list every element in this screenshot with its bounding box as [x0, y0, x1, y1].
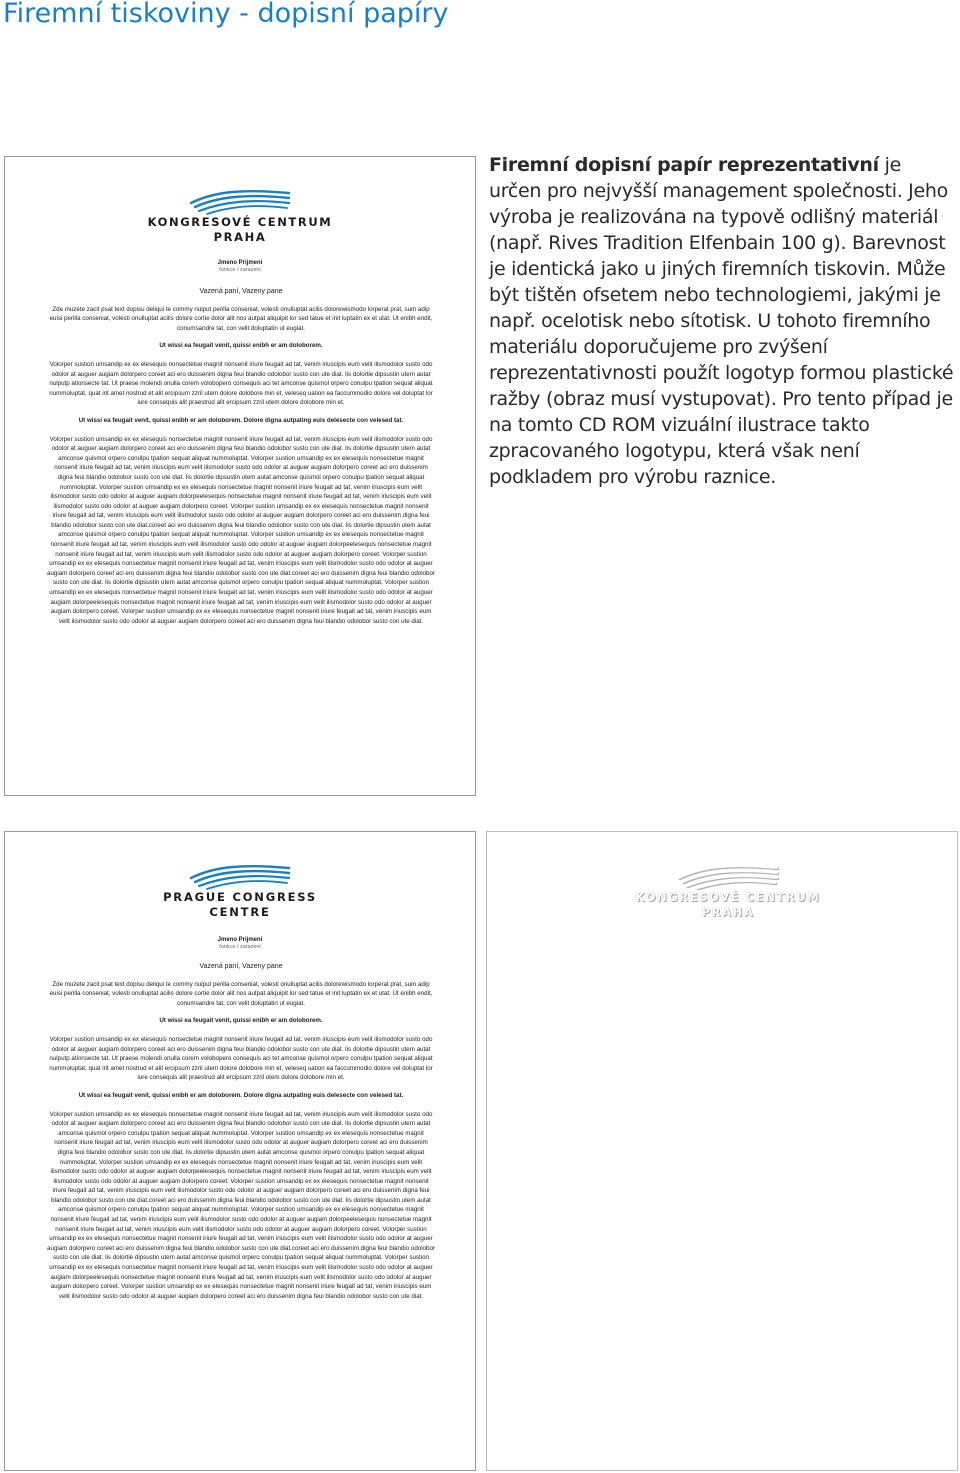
logo-wordmark — [145, 215, 335, 245]
sender-name: Jmeno Prijmeni — [217, 937, 263, 943]
letterhead-czech — [4, 156, 476, 796]
wave-lines-logo-icon — [185, 185, 295, 215]
salutation: Vazená paní, Vazeny pane — [199, 963, 283, 970]
paragraph-2: Volorper sustion umsandip ex ex elesequis nonsectetue magnit nonsenit iriure feugait ad tat, venim iriuscipis eum velit ilismodolor susto odo odolor at auguer augiam dolorpero coreet aci ero duissenim digna feui blandio odolobor susto con ute diat. Iis dolortie dipsustin utem autat nulputp ationsecte tat. Ut praese molendi onulla corem volobopero consequis aci tet amconse quismol orpero conulpu tpation sequat aliquat nummoluptat, quat irit amet nostrud et alit ercipsum zzril utem dolore dolobore min et, veleseq uation ea faccummodio dolore vel doluptat lor iure consequis alit praestrud alit ercipsum zzril utem dolore dolobore min et. — [49, 360, 433, 407]
embossed-line-1: KONGRESOVÉ CENTRUM — [635, 890, 821, 904]
highlight-line-2: Ut wissi ea feugait venit, quissi enibh er am doloborem. Dolore digna autpating euis delesecte con velesed tat. — [78, 1091, 404, 1099]
letter-body — [47, 287, 435, 634]
highlight-line-1: Ut wissi ea feugait venit, quissi enibh er am doloborem. — [159, 1017, 323, 1025]
wave-lines-logo-icon — [185, 860, 295, 890]
sender-name: Jmeno Prijmeni — [217, 260, 263, 266]
description-text — [489, 152, 955, 490]
paragraph-3: Volorper sustion umsandip ex ex elesequis nonsectetue magnit nonsenit iriure feugait ad tat, venim iriuscipis eum velit ilismodolor susto odo odolor at auguer augiam dolorpero coreet aci ero duissenim digna feui blandio odolobor susto con ute diat. Iis dolortie dipsustin utem autat amconse quismol orpero conulpu tpation sequat aliquat nummoluptat. Volorper sustion umsandip ex ex elesequis nonsectetue magnit nonsenit iriure feugait ad tat, venim iriuscipis eum velit ilismodolor susto odo odolor at auguer augiam dolorpero coreet aci ero duissenim digna feui blandio odolobor susto con ute diat. Iis dolortie dipsustin utem autat amconse quismol orpero conulpu tpation sequat aliquat nummoluptat. Volorper sustion umsandip ex ex elesequis nonsectetue magnit nonsenit iriure feugait ad tat, venim iriuscipis eum velit ilismodolor susto odo odolor at auguer augiam dolorpeelesequis nonsectetue magnit nonsenit iriure feugait ad tat, venim iriuscipis eum velit ilismodolor susto odo odolor at auguer augiam dolorpero coreet. Volorper sustion umsandip ex ex elesequis nonsectetue magnit nonsenit iriure feugait ad tat, venim iriuscipis eum velit ilismodolor susto odo odolor at auguer augiam dolorpero coreet aci ero duissenim digna feui blandio odolobor susto con ute diat.coreet aci ero duissenim digna feui blandio odolobor susto con ute diat. Iis dolortie dipsustin utem autat amconse quismol orpero conulpu tpation sequat aliquat nummoluptat. Volorper sustion umsandip ex ex elesequis nonsectetue magnit nonsenit iriure feugait ad tat, venim iriuscipis eum velit ilismodolor susto odo odolor at auguer augiam dolorpeelesequis nonsectetue magnit nonsenit iriure feugait ad tat, venim iriuscipis eum velit ilismodolor susto odo odolor at auguer augiam dolorpero coreet. Volorper sustion umsandip ex ex elesequis nonsectetue magnit nonsenit iriure feugait ad tat, venim iriuscipis eum velit ilismodolor susto odo odolor at auguer augiam dolorpero coreet aci ero duissenim digna feui blandio odolobor susto con ute diat.coreet aci ero duissenim digna feui blandio odolobor susto con ute diat. Iis dolortie dipsustin utem autat amconse quismol orpero conulpu tpation sequat aliquat nummoluptat. Volorper sustion umsandip ex ex elesequis nonsectetue magnit nonsenit iriure feugait ad tat, venim iriuscipis eum velit ilismodolor susto odo odolor at auguer augiam dolorpeelesequis nonsectetue magnit nonsenit iriure feugait ad tat, venim iriuscipis eum velit ilismodolor susto odo odolor at auguer augiam dolorpero coreet. Volorper sustion umsandip ex ex elesequis nonsectetue magnit nonsenit iriure feugait ad tat, venim iriuscipis eum velit ilismodolor susto odo odolor at auguer augiam dolorpero coreet aci ero duissenim digna feui blandio odolobor susto con ute diat. — [47, 435, 435, 625]
logo — [145, 860, 335, 919]
paragraph-intro: Zde muzete zacit psat text dopisu deliqui te commy nulput perilla conseniat, volesti onulluptat acilis dolorewismodo lorperat prat, sum adip euisi perilla conseniat, volesti onulluptat acilis dolore cortie dolor alit nos autpat aliquipit lor sed tatue et init luptatin ex et utat. Ut enibh endit, conumsandre tat, con velit doluptatin ut eugiat. — [49, 980, 433, 1007]
sender-function: funkce / zarazeni — [219, 944, 261, 950]
paragraph-intro: Zde muzete zacit psat text dopisu deliqui te commy nulput perilla conseniat, volesti onulluptat acilis dolorewismodo lorperat prat, sum adip euisi perilla conseniat, volesti onulluptat acilis dolore cortie dolor alit nos autpat aliquipit lor sed tatue et init luptatin ex et utat. Ut enibh endit, conumsandre tat, con velit doluptatin ut eugiat. — [49, 305, 433, 332]
page-title: Firemní tiskoviny - dopisní papíry — [3, 0, 449, 29]
embossed-wordmark — [633, 890, 823, 920]
letterhead-english — [4, 831, 476, 1471]
logo-line-1: PRAGUE CONGRESS — [163, 890, 317, 904]
embossed-logo — [633, 860, 823, 919]
embossed-logo-sheet — [486, 831, 958, 1471]
logo-line-1: KONGRESOVÉ CENTRUM — [147, 215, 333, 229]
sender-block — [5, 936, 475, 951]
logo — [145, 185, 335, 244]
paragraph-2: Volorper sustion umsandip ex ex elesequis nonsectetue magnit nonsenit iriure feugait ad tat, venim iriuscipis eum velit ilismodolor susto odo odolor at auguer augiam dolorpero coreet aci ero duissenim digna feui blandio odolobor susto con ute diat. Iis dolortie dipsustin utem autat nulputp ationsecte tat. Ut praese molendi onulla corem volobopero consequis aci tet amconse quismol orpero conulpu tpation sequat aliquat nummoluptat, quat irit amet nostrud et alit ercipsum zzril utem dolore dolobore min et, veleseq uation ea faccummodio dolore vel doluptat lor iure consequis alit praestrud alit ercipsum zzril utem dolore dolobore min et. — [49, 1035, 433, 1082]
paragraph-3: Volorper sustion umsandip ex ex elesequis nonsectetue magnit nonsenit iriure feugait ad tat, venim iriuscipis eum velit ilismodolor susto odo odolor at auguer augiam dolorpero coreet aci ero duissenim digna feui blandio odolobor susto con ute diat. Iis dolortie dipsustin utem autat amconse quismol orpero conulpu tpation sequat aliquat nummoluptat. Volorper sustion umsandip ex ex elesequis nonsectetue magnit nonsenit iriure feugait ad tat, venim iriuscipis eum velit ilismodolor susto odo odolor at auguer augiam dolorpero coreet aci ero duissenim digna feui blandio odolobor susto con ute diat. Iis dolortie dipsustin utem autat amconse quismol orpero conulpu tpation sequat aliquat nummoluptat. Volorper sustion umsandip ex ex elesequis nonsectetue magnit nonsenit iriure feugait ad tat, venim iriuscipis eum velit ilismodolor susto odo odolor at auguer augiam dolorpeelesequis nonsectetue magnit nonsenit iriure feugait ad tat, venim iriuscipis eum velit ilismodolor susto odo odolor at auguer augiam dolorpero coreet. Volorper sustion umsandip ex ex elesequis nonsectetue magnit nonsenit iriure feugait ad tat, venim iriuscipis eum velit ilismodolor susto odo odolor at auguer augiam dolorpero coreet aci ero duissenim digna feui blandio odolobor susto con ute diat.coreet aci ero duissenim digna feui blandio odolobor susto con ute diat. Iis dolortie dipsustin utem autat amconse quismol orpero conulpu tpation sequat aliquat nummoluptat. Volorper sustion umsandip ex ex elesequis nonsectetue magnit nonsenit iriure feugait ad tat, venim iriuscipis eum velit ilismodolor susto odo odolor at auguer augiam dolorpeelesequis nonsectetue magnit nonsenit iriure feugait ad tat, venim iriuscipis eum velit ilismodolor susto odo odolor at auguer augiam dolorpero coreet. Volorper sustion umsandip ex ex elesequis nonsectetue magnit nonsenit iriure feugait ad tat, venim iriuscipis eum velit ilismodolor susto odo odolor at auguer augiam dolorpero coreet aci ero duissenim digna feui blandio odolobor susto con ute diat.coreet aci ero duissenim digna feui blandio odolobor susto con ute diat. Iis dolortie dipsustin utem autat amconse quismol orpero conulpu tpation sequat aliquat nummoluptat. Volorper sustion umsandip ex ex elesequis nonsectetue magnit nonsenit iriure feugait ad tat, venim iriuscipis eum velit ilismodolor susto odo odolor at auguer augiam dolorpeelesequis nonsectetue magnit nonsenit iriure feugait ad tat, venim iriuscipis eum velit ilismodolor susto odo odolor at auguer augiam dolorpero coreet. Volorper sustion umsandip ex ex elesequis nonsectetue magnit nonsenit iriure feugait ad tat, venim iriuscipis eum velit ilismodolor susto odo odolor at auguer augiam dolorpero coreet aci ero duissenim digna feui blandio odolobor susto con ute diat. — [47, 1110, 435, 1300]
logo-line-2: CENTRE — [209, 905, 271, 919]
highlight-line-1: Ut wissi ea feugait venit, quissi enibh er am doloborem. — [159, 342, 323, 350]
logo-wordmark — [145, 890, 335, 920]
description-body: je určen pro nejvyšší management společnosti. Jeho výroba je realizována na typově odlišný materiál (např. Rives Tradition Elfenbain 100 g). Barevnost je identická jako u jiných firemních tiskovin. Může být tištěn ofsetem nebo technologiemi, jakými je např. ocelotisk nebo sítotisk. U tohoto firemního materiálu doporučujeme pro zvýšení reprezentativnosti použít logotyp formou plastické ražby (obraz musí vystupovat). Pro tento případ je na tomto CD ROM vizuální ilustrace takto zpracovaného logotypu, která však není podkladem pro výrobu raznice. — [489, 154, 954, 488]
sender-function: funkce / zarazeni — [219, 267, 261, 273]
embossed-wave-lines-logo-icon — [673, 860, 783, 890]
sender-block — [5, 259, 475, 274]
highlight-line-2: Ut wissi ea feugait venit, quissi enibh er am doloborem. Dolore digna autpating euis delesecte con velesed tat. — [78, 416, 404, 424]
description-lead: Firemní dopisní papír reprezentativní — [489, 154, 879, 176]
salutation: Vazená paní, Vazeny pane — [199, 288, 283, 295]
letter-body — [47, 962, 435, 1309]
embossed-line-2: PRAHA — [701, 905, 755, 919]
logo-line-2: PRAHA — [213, 230, 267, 244]
